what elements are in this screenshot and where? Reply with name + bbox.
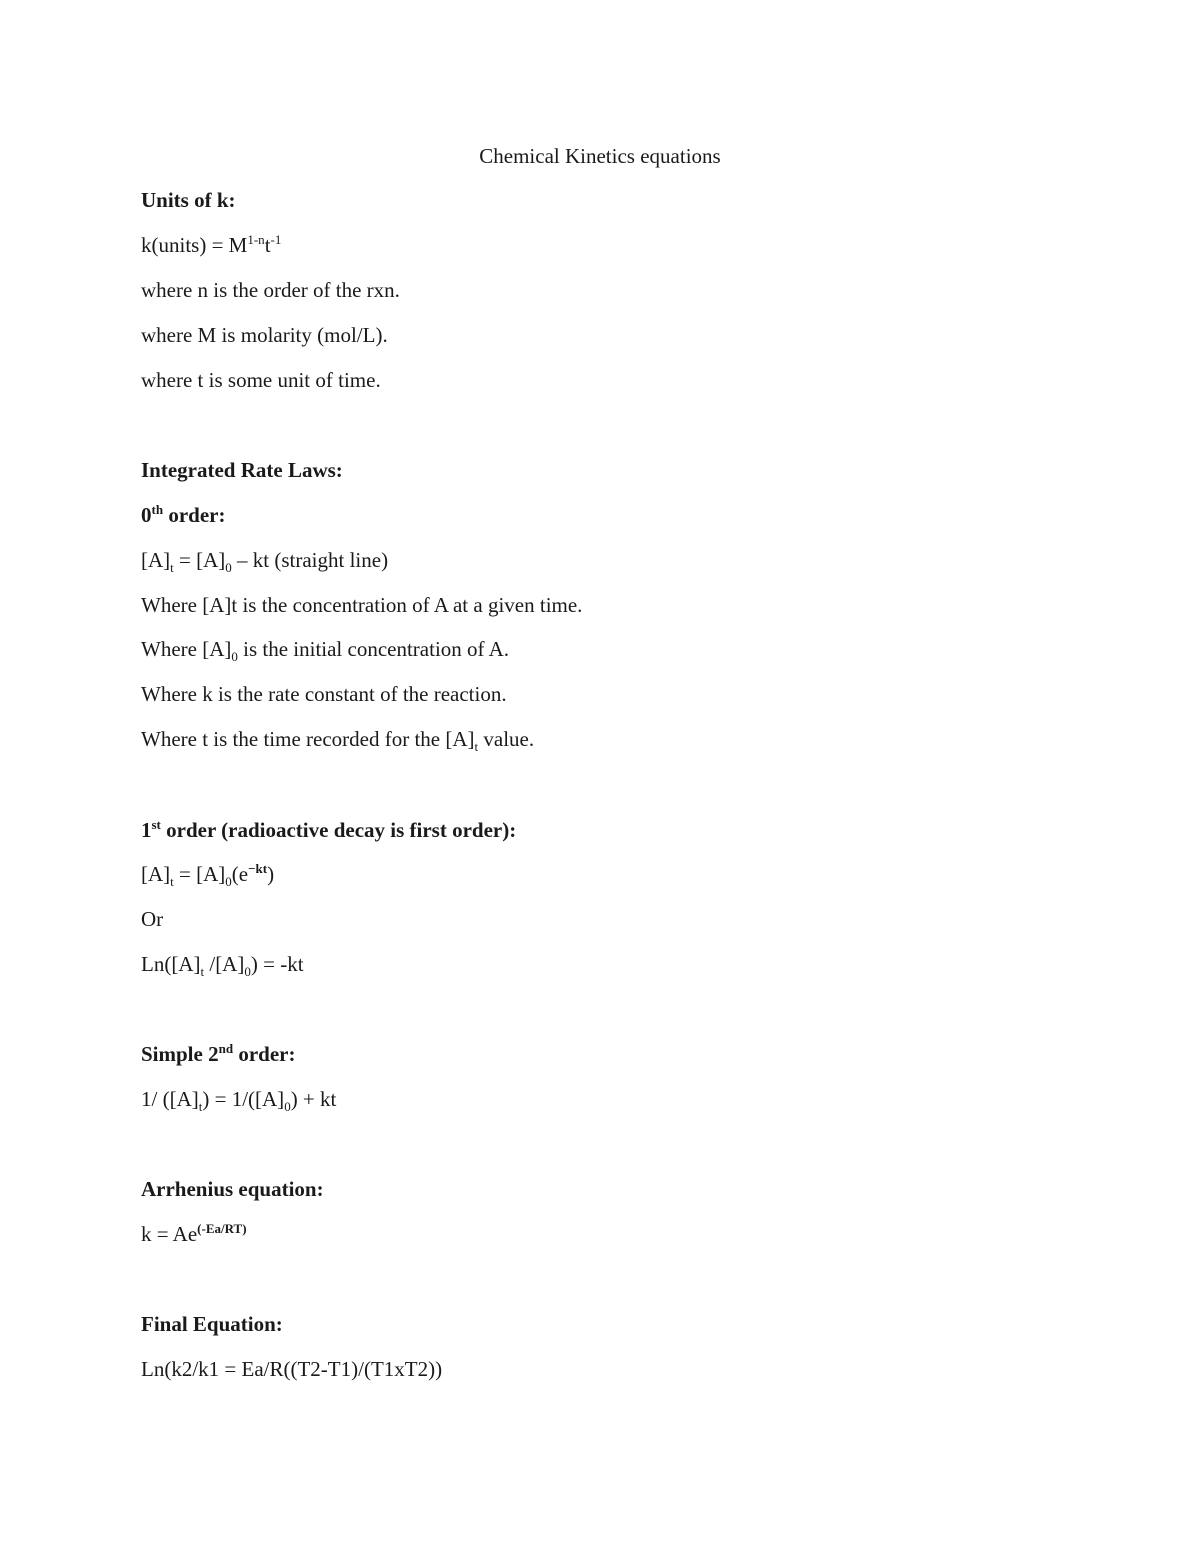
note-part: is the initial concentration of A. [237,637,510,661]
or-text: Or [141,907,164,931]
zero-order-num: 0 [141,503,152,527]
first-order-heading [141,817,516,843]
eq-sub: t [198,1099,203,1115]
zero-order-note [141,726,535,755]
eq-part: ) = -kt [250,952,304,976]
zero-order-sup: th [151,502,164,517]
arrhenius-heading: Arrhenius equation: [141,1177,324,1201]
units-formula-exp1: 1-n [247,232,265,247]
final-heading: Final Equation: [141,1312,283,1336]
zero-order-note: Where k is the rate constant of the reaction. [141,682,507,706]
units-formula-mid: t [264,233,271,257]
note-sub: 0 [231,649,238,665]
eq-sup: (-Ea/RT) [197,1221,247,1236]
eq-sub: 0 [225,560,232,576]
heading-part: 1 [141,818,152,842]
eq-part: Ln([A] [141,952,201,976]
eq-part: (e [231,862,249,886]
heading-part: order: [233,1042,296,1066]
first-order-log-equation [141,951,304,980]
integrated-heading: Integrated Rate Laws: [141,458,343,482]
zero-order-note: Where [A]t is the concentration of A at a given time. [141,593,583,617]
second-order-heading [141,1041,295,1067]
eq-part: [A] [141,548,171,572]
final-equation: Ln(k2/k1 = Ea/R((T2-T1)/(T1xT2)) [141,1357,443,1381]
heading-sup: nd [218,1041,234,1056]
units-formula-exp2: -1 [270,232,282,247]
eq-part: ) [267,862,275,886]
eq-part: – kt (straight line) [231,548,389,572]
note-part: Where [A] [141,637,232,661]
units-note: where n is the order of the rxn. [141,278,400,302]
heading-part: Simple 2 [141,1042,219,1066]
note-part: value. [478,727,535,751]
document-title: Chemical Kinetics equations [479,144,721,168]
units-note: where M is molarity (mol/L). [141,323,388,347]
eq-part: 1/ ([A] [141,1087,199,1111]
eq-sub: 0 [225,874,232,890]
eq-sup: −kt [248,861,268,876]
units-note: where t is some unit of time. [141,368,381,392]
eq-sub: t [170,560,174,576]
eq-part: k = Ae [141,1222,198,1246]
first-order-equation [141,861,275,890]
zero-order-equation [141,547,389,576]
heading-part: order (radioactive decay is first order): [160,818,517,842]
eq-part: = [A] [173,862,226,886]
units-heading: Units of k: [141,188,236,212]
units-formula [141,232,281,258]
zero-order-heading [141,502,225,528]
heading-sup: st [151,817,161,832]
eq-part: [A] [141,862,171,886]
zero-order-note [141,636,510,665]
eq-sub: 0 [244,964,251,980]
eq-part: /[A] [204,952,245,976]
note-sub: t [474,739,479,755]
eq-sub: t [200,964,205,980]
eq-part: ) = 1/([A] [202,1087,285,1111]
note-part: Where t is the time recorded for the [A] [141,727,475,751]
second-order-equation [141,1086,337,1115]
eq-part: ) + kt [290,1087,337,1111]
eq-part: = [A] [173,548,226,572]
eq-sub: 0 [284,1099,291,1115]
zero-order-rest: order: [163,503,226,527]
eq-sub: t [170,874,174,890]
arrhenius-equation [141,1221,247,1247]
units-formula-base: k(units) = M [141,233,248,257]
